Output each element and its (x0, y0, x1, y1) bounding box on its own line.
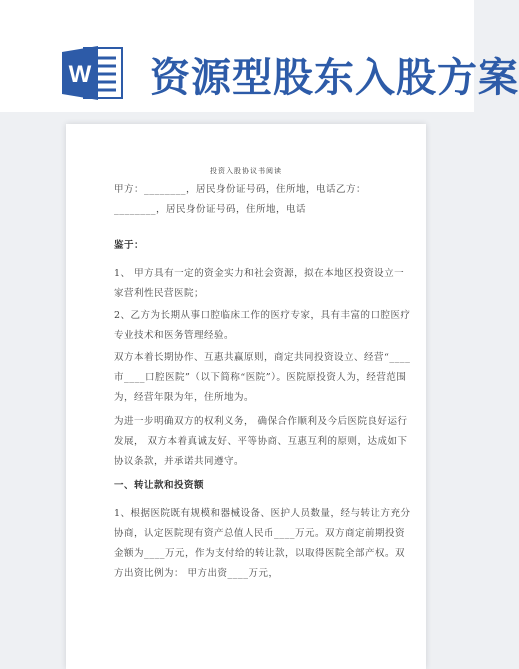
word-icon-letter: W (68, 61, 92, 88)
document-title: 投资入股协议书阅读 (210, 167, 282, 175)
section-heading: 一、转让款和投资额 (114, 480, 205, 491)
whereas-heading: 鉴于： (114, 240, 145, 251)
clause-paragraph: 1、根据医院既有规模和器械设备、医护人员数量，经与转让方充分协商，认定医院现有资产总值人民币____万元。双方商定前期投资金额为____万元，作为支付给的转让款，以取得医院全部产权。双方出资比例为： 甲方出资____万元， (114, 508, 411, 579)
clause-paragraph: 双方本着长期协作、互惠共赢原则，商定共同投资设立、经营“____市____口腔医院”（以下简称“医院”）。医院原投资人为，经营范围为，经营年限为年，住所地为。 (114, 352, 411, 403)
clause-paragraph: 1、 甲方具有一定的资金实力和社会资源，拟在本地区投资设立一家营利性民营医院； (114, 268, 405, 299)
clause-paragraph: 2、乙方为长期从事口腔临床工作的医疗专家，具有丰富的口腔医疗专业技术和医务管理经验。 (114, 310, 411, 341)
clause-paragraph: 为进一步明确双方的权利义务， 确保合作顺利及今后医院良好运行发展， 双方本着真诚友好、平等协商、互惠互利的原则，达成如下协议条款，并承诺共同遵守。 (114, 416, 408, 467)
parties-paragraph: 甲方：________，居民身份证号码，住所地，电话乙方：________，居民身份证号码，住所地，电话 (114, 184, 367, 215)
word-document-icon (62, 44, 126, 102)
banner (0, 0, 519, 112)
banner-title: 资源型股东入股方案 (150, 55, 519, 101)
document-page (66, 124, 426, 669)
